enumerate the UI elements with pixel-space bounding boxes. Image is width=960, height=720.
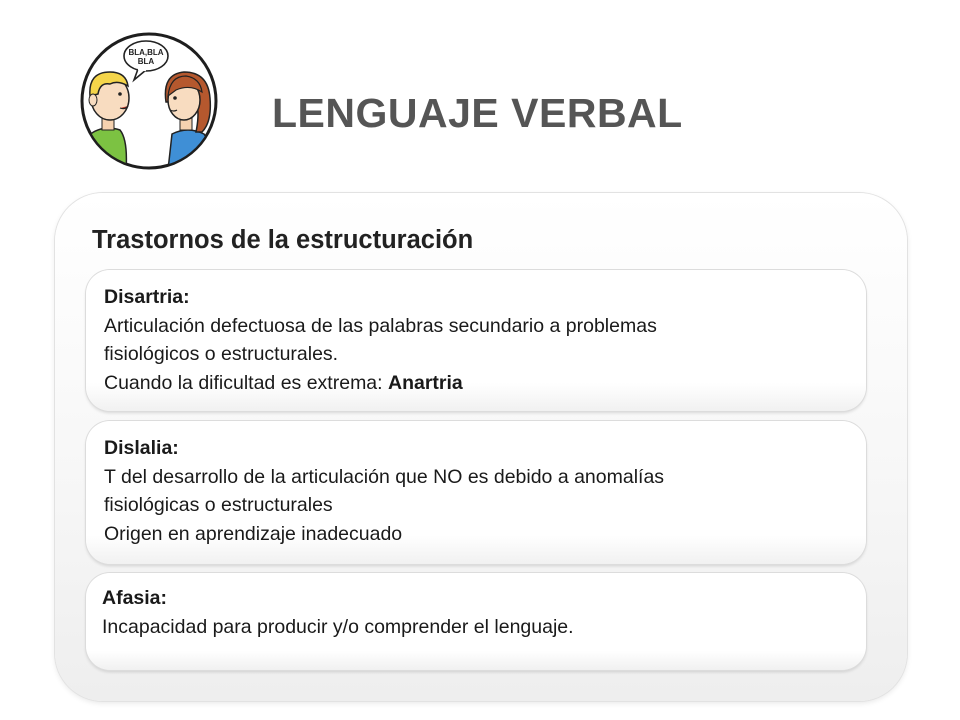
card-text-prefix: Cuando la dificultad es extrema: (104, 371, 388, 394)
card-heading: Dislalia: (104, 437, 179, 459)
card-text-line: fisiológicas o estructurales (104, 494, 333, 516)
talking-children-logo (80, 32, 218, 170)
section-title: Trastornos de la estructuración (92, 226, 474, 254)
card-text-line: Origen en aprendizaje inadecuado (104, 522, 403, 545)
card-heading: Afasia: (102, 587, 168, 609)
card-text-line: Incapacidad para producir y/o comprender el lenguaje. (102, 615, 574, 638)
card-disartria (86, 270, 866, 411)
talking-children-icon (80, 32, 218, 170)
card-afasia (86, 573, 866, 670)
svg-text:BLA,BLA: BLA,BLA (128, 48, 164, 57)
card-dislalia (86, 421, 866, 564)
card-text-line: fisiológicos o estructurales. (104, 343, 339, 365)
card-text-line: T del desarrollo de la articulación que NO es debido a anomalías (104, 465, 665, 488)
card-text-line: Articulación defectuosa de las palabras secundario a problemas (104, 314, 657, 337)
page-title: LENGUAJE VERBAL (272, 90, 683, 136)
svg-text:BLA: BLA (137, 57, 155, 66)
card-text-emphasis: Anartria (388, 371, 463, 394)
card-text-line (104, 369, 854, 398)
card-heading: Disartria: (104, 286, 190, 308)
